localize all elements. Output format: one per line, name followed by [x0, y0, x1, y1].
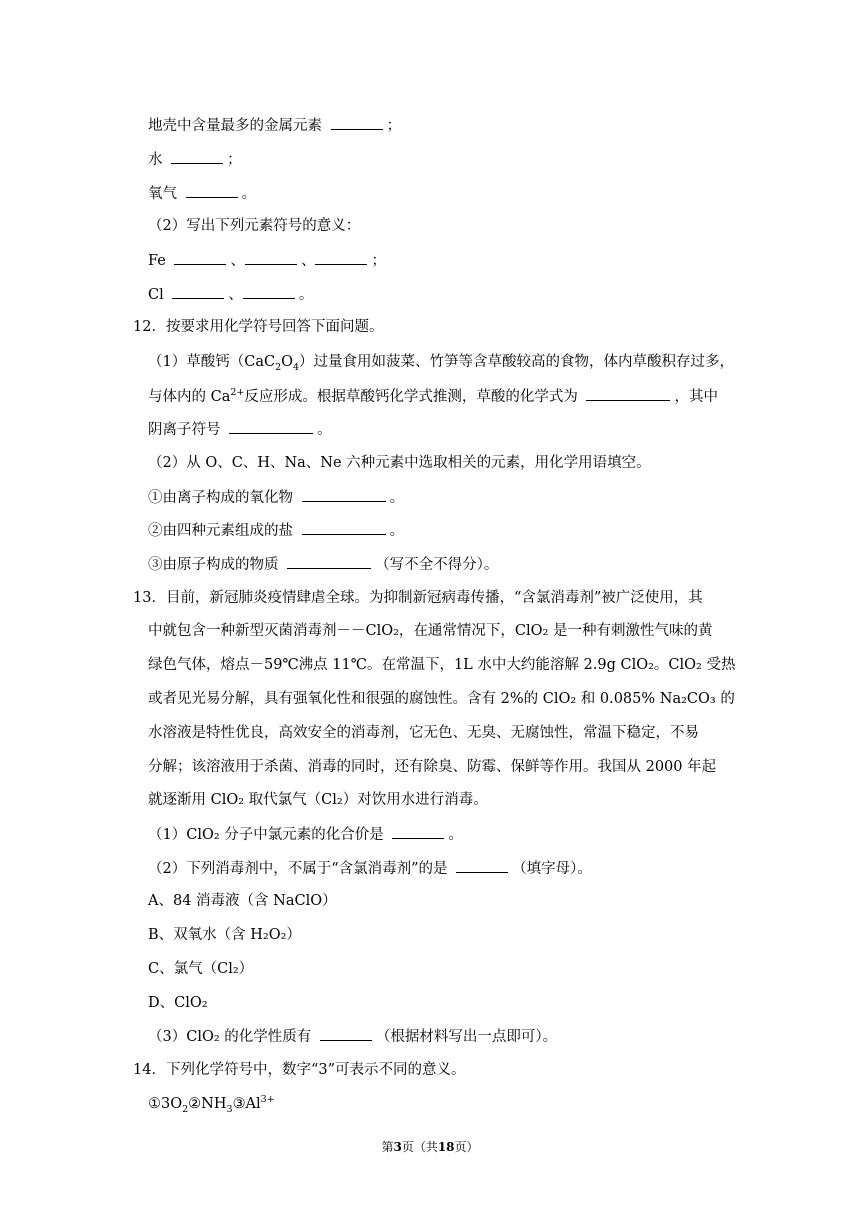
text: （3）ClO₂ 的化学性质有 — [148, 1029, 312, 1045]
q11-cl-label: Cl — [148, 287, 164, 303]
punct: ； — [227, 152, 242, 168]
q13-sub2 — [148, 858, 592, 879]
q13-line-6: 分解；该溶液用于杀菌、消毒的同时，还有除臭、防霉、保鲜等作用。我国从 2000 年起 — [148, 759, 717, 775]
text: ③由原子构成的物质 — [148, 557, 279, 573]
q13-line-7: 就逐渐用 ClO₂ 取代氯气（Cl₂）对饮用水进行消毒。 — [148, 792, 488, 808]
punct: 、 — [300, 253, 316, 269]
text: （写不全不得分）。 — [375, 557, 499, 573]
answer-blank[interactable] — [287, 554, 371, 569]
q11-water-text: 水 — [148, 152, 163, 168]
subscript: 4 — [293, 361, 300, 373]
answer-blank[interactable] — [586, 386, 670, 401]
q13-option-d: D、ClO₂ — [148, 995, 208, 1011]
page-number: 3 — [393, 1140, 402, 1154]
q12-stem: 12．按要求用化学符号回答下面问题。 — [133, 319, 384, 335]
subscript: 3 — [226, 1103, 233, 1115]
punct: 。 — [448, 827, 463, 843]
q11-sub2: （2）写出下列元素符号的意义： — [148, 218, 361, 234]
q12-p2 — [148, 386, 718, 407]
answer-blank[interactable] — [456, 858, 508, 873]
text: 阴离子符号 — [148, 422, 221, 438]
text: ②NH — [188, 1096, 227, 1112]
text: ③Al — [232, 1096, 261, 1112]
punct: ； — [371, 253, 386, 269]
q13-option-b: B、双氧水（含 H₂O₂） — [148, 927, 301, 943]
q13-sub1 — [148, 824, 463, 845]
q14-stem: 14．下列化学符号中，数字“3”可表示不同的意义。 — [133, 1062, 466, 1078]
q11-line-oxygen — [148, 183, 256, 204]
text: 与体内的 Ca — [148, 389, 231, 405]
q12-p1 — [148, 352, 734, 372]
page-total: 18 — [437, 1140, 455, 1154]
q12-p4: （2）从 O、C、H、Na、Ne 六种元素中选取相关的元素，用化学用语填空。 — [148, 455, 651, 471]
superscript: 2+ — [230, 387, 245, 399]
q13-line-2: 中就包含一种新型灭菌消毒剂－－ClO₂，在通常情况下，ClO₂ 是一种有刺激性气味的黄 — [148, 623, 713, 639]
answer-blank[interactable] — [245, 250, 297, 265]
q11-metal-text: 地壳中含量最多的金属元素 — [148, 118, 322, 134]
text: 页（共 — [401, 1140, 438, 1154]
answer-blank[interactable] — [302, 520, 386, 535]
q11-line-fe — [148, 250, 386, 271]
q13-line-3: 绿色气体，熔点－59℃沸点 11℃。在常温下，1L 水中大约能溶解 2.9g ClO₂。ClO₂ 受热 — [148, 657, 736, 673]
q12-p3 — [148, 419, 332, 440]
answer-blank[interactable] — [171, 149, 223, 164]
q11-fe-label: Fe — [148, 253, 166, 269]
q13-line-4: 或者见光易分解，具有强氧化性和很强的腐蚀性。含有 2%的 ClO₂ 和 0.085% Na₂CO₃ 的 — [148, 691, 735, 707]
punct: ； — [386, 118, 402, 134]
q12-p6 — [148, 520, 404, 541]
answer-blank[interactable] — [392, 824, 444, 839]
answer-blank[interactable] — [331, 115, 383, 130]
q14-items — [148, 1094, 275, 1114]
answer-blank[interactable] — [172, 284, 224, 299]
text: ，其中 — [674, 389, 718, 405]
text: （1）ClO₂ 分子中氯元素的化合价是 — [148, 827, 384, 843]
q11-line-metal — [148, 115, 401, 136]
text: ②由四种元素组成的盐 — [148, 523, 293, 539]
q13-option-a: A、84 消毒液（含 NaClO） — [148, 893, 337, 909]
q12-p5 — [148, 487, 404, 508]
text: （根据材料写出一点即可）。 — [375, 1029, 558, 1045]
answer-blank[interactable] — [302, 487, 386, 502]
text: （1）草酸钙（CaC — [148, 354, 276, 370]
punct: 。 — [241, 186, 257, 202]
answer-blank[interactable] — [229, 419, 313, 434]
subscript: 2 — [275, 361, 282, 373]
text: ①由离子构成的氧化物 — [148, 490, 293, 506]
q13-sub3 — [148, 1026, 557, 1047]
punct: 。 — [389, 523, 405, 539]
punct: 。 — [298, 287, 314, 303]
subscript: 2 — [182, 1103, 189, 1115]
q13-option-c: C、氯气（Cl₂） — [148, 961, 254, 977]
q13-line-1: 13．目前，新冠肺炎疫情肆虐全球。为抑制新冠病毒传播，“含氯消毒剂”被广泛使用，其 — [133, 590, 703, 606]
text: 反应形成。根据草酸钙化学式推测，草酸的化学式为 — [244, 389, 578, 405]
text: （2）下列消毒剂中，不属于“含氯消毒剂”的是 — [148, 861, 448, 877]
answer-blank[interactable] — [243, 284, 295, 299]
q12-p7 — [148, 554, 498, 575]
punct: 。 — [317, 422, 332, 438]
q11-oxygen-text: 氧气 — [148, 186, 177, 202]
text: ①3O — [148, 1096, 183, 1112]
answer-blank[interactable] — [315, 250, 367, 265]
answer-blank[interactable] — [320, 1026, 372, 1041]
text: ）过量食用如菠菜、竹笋等含草酸较高的食物，体内草酸积存过多， — [299, 354, 735, 370]
answer-blank[interactable] — [174, 250, 226, 265]
text: （填字母）。 — [512, 861, 592, 877]
punct: 、 — [228, 287, 243, 303]
text: 页） — [454, 1140, 479, 1154]
text: 第 — [381, 1140, 394, 1154]
answer-blank[interactable] — [186, 183, 238, 198]
superscript: 3+ — [260, 1094, 275, 1106]
text: O — [281, 354, 293, 370]
page-footer — [0, 1138, 860, 1155]
q11-line-cl — [148, 284, 313, 305]
punct: 。 — [389, 490, 405, 506]
q13-line-5: 水溶液是特性优良，高效安全的消毒剂，它无色、无臭、无腐蚀性，常温下稳定，不易 — [148, 725, 699, 741]
punct: 、 — [230, 253, 245, 269]
q11-line-water — [148, 149, 242, 170]
